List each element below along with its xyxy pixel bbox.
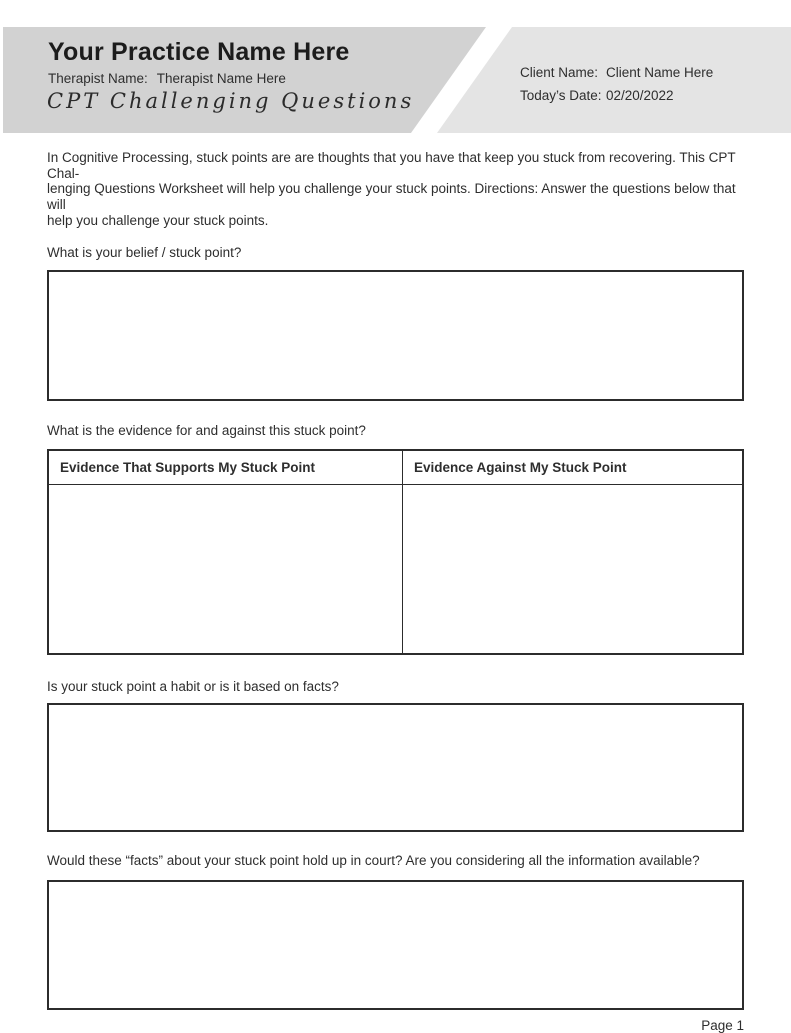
question-habit: Is your stuck point a habit or is it based on facts? [47,678,339,694]
question-belief: What is your belief / stuck point? [47,244,242,260]
evidence-against-cell[interactable] [402,485,743,654]
practice-name: Your Practice Name Here [48,38,350,66]
client-name-row [520,65,713,80]
client-name-field[interactable]: Client Name Here [606,65,714,80]
page-number: Page 1 [701,1017,744,1033]
evidence-supports-cell[interactable] [48,485,402,654]
intro-paragraph [47,150,744,229]
intro-line: lenging Questions Worksheet will help you challenge your stuck points. Directions: Answer the questions below that will [47,181,736,213]
evidence-table-header-row [48,450,743,485]
worksheet-title: CPT Challenging Questions [47,89,415,113]
evidence-against-header: Evidence Against My Stuck Point [402,450,743,485]
therapist-name-label: Therapist Name: [48,71,148,86]
header [0,27,791,133]
todays-date-row [520,88,713,103]
answer-box-court[interactable] [47,880,744,1010]
question-evidence: What is the evidence for and against this stuck point? [47,422,366,438]
question-court: Would these “facts” about your stuck point hold up in court? Are you considering all the information available? [47,852,700,868]
evidence-table-input-row [48,485,743,654]
intro-line: In Cognitive Processing, stuck points are are thoughts that you have that keep you stuck from recovering. This CPT Chal- [47,150,736,181]
worksheet-body [47,150,744,1033]
intro-line: help you challenge your stuck points. [47,212,269,228]
evidence-supports-header: Evidence That Supports My Stuck Point [48,450,402,485]
client-name-label: Client Name: [520,65,599,80]
evidence-table [47,449,744,655]
answer-box-belief[interactable] [47,270,744,401]
therapist-name-field[interactable]: Therapist Name Here [156,71,286,86]
todays-date-label: Today’s Date: [520,88,602,103]
answer-box-habit[interactable] [47,703,744,832]
client-info-block [520,65,713,111]
therapist-name-row [48,71,286,86]
todays-date-field[interactable]: 02/20/2022 [606,88,674,103]
